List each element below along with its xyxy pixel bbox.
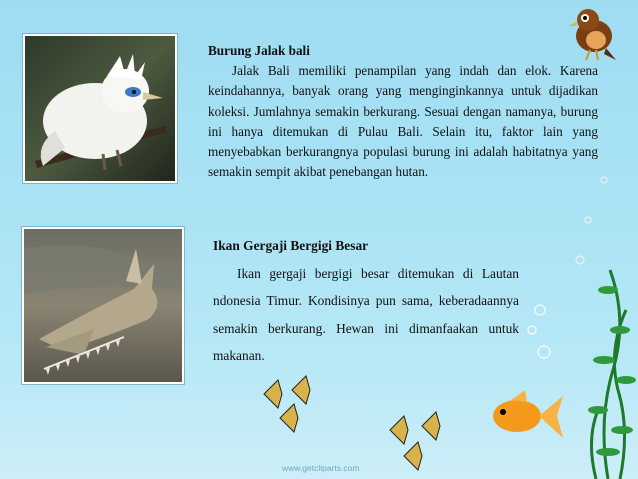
sawfish-heading: Ikan Gergaji Bergigi Besar — [213, 238, 369, 253]
bird-paragraph: Jalak Bali memiliki penampilan yang indah dan elok. Karena keindahannya, banyak orang yang menginginkannya untuk dijadikan koleksi. Jumlahnya semakin berkurang. Sesuai dengan namanya, burung ini hanya ditemukan di Pulau Bali. Selain itu, faktor lain yang menyebabkan berkurangnya populasi burung ini adalah habitatnya yang semakin sempit akibat penebangan hutan. — [208, 63, 598, 180]
sawfish-image-icon — [24, 229, 182, 382]
cartoon-bird-icon — [566, 4, 618, 62]
bird-text-block — [208, 41, 598, 182]
sawfish-text-block — [213, 232, 519, 370]
goldfish-icon — [485, 388, 565, 444]
angelfish-group-left-icon — [258, 372, 328, 452]
bali-starling-photo — [23, 34, 177, 183]
watermark: www.getcliparts.com — [282, 463, 360, 473]
seaweed-icon — [568, 160, 638, 479]
bubbles-icon — [520, 300, 560, 370]
sawfish-photo — [22, 227, 184, 384]
bird-heading: Burung Jalak bali — [208, 43, 310, 58]
bird-image-icon — [25, 36, 175, 181]
sawfish-paragraph: Ikan gergaji bergigi besar ditemukan di Lautan ndonesia Timur. Kondisinya pun sama, keberadaannya semakin berkurang. Hewan ini dimanfaakan untuk makanan. — [213, 265, 519, 363]
angelfish-group-right-icon — [386, 408, 456, 478]
